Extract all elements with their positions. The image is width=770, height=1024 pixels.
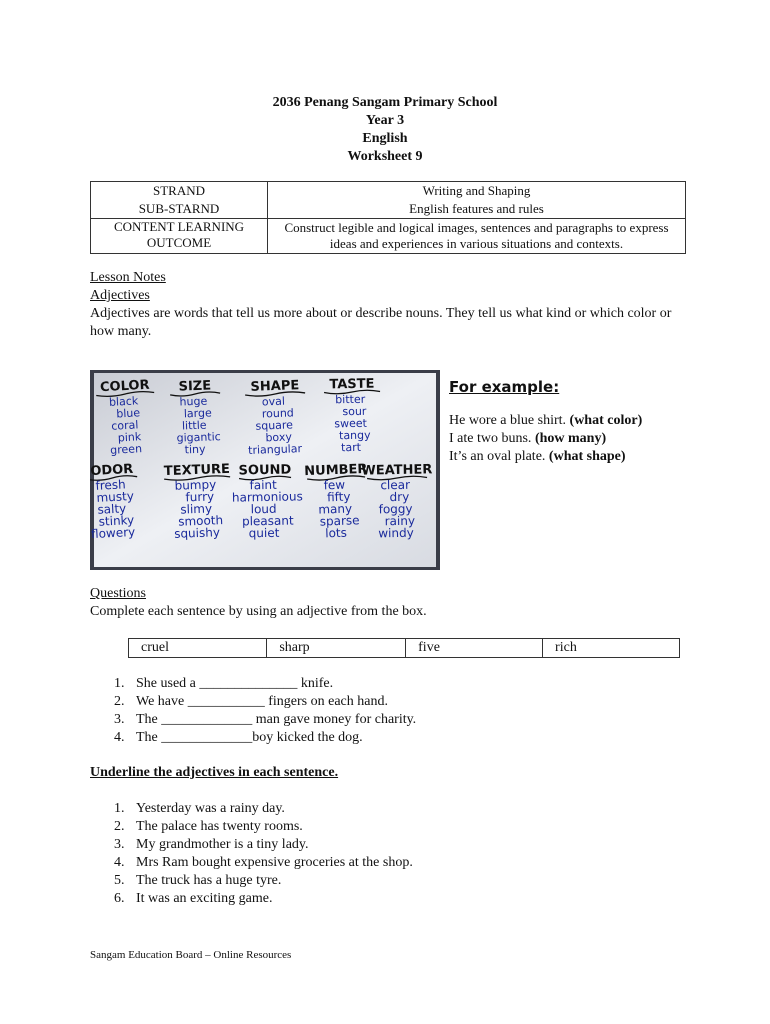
- item-text: The truck has a huge tyre.: [136, 873, 282, 888]
- chart-word: slimy: [180, 501, 213, 517]
- chart-word: pleasant: [241, 513, 294, 529]
- chart-word: stinky: [98, 512, 135, 529]
- chart-heading: SHAPE: [250, 378, 300, 395]
- questions-title: Questions: [90, 586, 146, 601]
- chart-word: tiny: [184, 442, 206, 457]
- list-item: [91, 711, 711, 729]
- chart-word: flowery: [90, 524, 136, 542]
- example-hint: (what color): [569, 413, 643, 428]
- item-number: 3.: [114, 837, 125, 852]
- chart-heading: WEATHER: [361, 462, 433, 479]
- chart-word: round: [261, 406, 295, 421]
- chart-word: black: [108, 394, 139, 409]
- example-line: [449, 412, 749, 430]
- chart-word: foggy: [378, 501, 413, 517]
- item-text: Mrs Ram bought expensive groceries at the shop.: [136, 855, 413, 870]
- table-row: [91, 200, 686, 219]
- item-text: Yesterday was a rainy day.: [136, 801, 285, 816]
- chart-word: triangular: [247, 442, 303, 457]
- chart-word: clear: [380, 477, 411, 493]
- chart-word: boxy: [265, 430, 293, 445]
- item-text: The palace has twenty rooms.: [136, 819, 303, 834]
- item-text: The _____________ man gave money for charity.: [136, 712, 417, 727]
- list-item: [91, 854, 711, 872]
- chart-word: salty: [97, 501, 127, 517]
- example-sentence: He wore a blue shirt.: [449, 413, 570, 428]
- questions-instruction: Complete each sentence by using an adjective from the box.: [90, 604, 427, 619]
- chart-heading: SOUND: [238, 462, 292, 479]
- chart-word: tart: [340, 440, 362, 455]
- underline-task-title: Underline the adjectives in each sentence.: [90, 765, 339, 780]
- strand-label: STRAND: [91, 182, 268, 201]
- worksheet-label: Worksheet 9: [347, 149, 423, 164]
- chart-word: dry: [389, 489, 410, 505]
- lesson-notes: [90, 269, 690, 341]
- chart-word: tangy: [338, 428, 371, 443]
- lesson-topic: Adjectives: [90, 288, 150, 303]
- chart-word: bumpy: [174, 477, 217, 493]
- chart-word: pink: [117, 430, 142, 445]
- adjective-definition: Adjectives are words that tell us more about or describe nouns. They tell us what kind or which color or how many.: [90, 306, 672, 339]
- chart-word: little: [181, 418, 207, 433]
- chart-word: smooth: [177, 513, 224, 529]
- chart-heading: SIZE: [178, 378, 212, 395]
- example-line: [449, 430, 749, 448]
- chart-word: faint: [249, 477, 277, 493]
- chart-word: bitter: [335, 392, 366, 407]
- strand-value: Writing and Shaping: [268, 182, 686, 201]
- sub-strand-value: English features and rules: [268, 200, 686, 219]
- lesson-notes-title: Lesson Notes: [90, 270, 166, 285]
- example-heading: For example:: [449, 378, 560, 396]
- chart-word: sparse: [319, 513, 360, 529]
- item-text: My grandmother is a tiny lady.: [136, 837, 309, 852]
- outcome-value: Construct legible and logical images, sentences and paragraphs to express ideas and experiences in various situations and contexts.: [268, 219, 686, 254]
- word-box-cell: five: [406, 639, 543, 658]
- chart-word: sweet: [334, 416, 368, 431]
- chart-word: huge: [179, 394, 208, 409]
- word-box-cell: rich: [543, 639, 680, 658]
- item-text: We have ___________ fingers on each hand.: [136, 694, 388, 709]
- chart-word: blue: [116, 406, 141, 421]
- table-row: [91, 182, 686, 201]
- item-number: 5.: [114, 873, 125, 888]
- list-item: [91, 872, 711, 890]
- chart-word: sour: [342, 404, 367, 419]
- list-item: [91, 890, 711, 908]
- chart-word: many: [318, 501, 353, 517]
- footer-text: Sangam Education Board – Online Resources: [90, 949, 292, 961]
- item-number: 3.: [114, 712, 125, 727]
- questions-section: [90, 585, 710, 621]
- chart-word: square: [255, 418, 294, 433]
- outcome-label: CONTENT LEARNING OUTCOME: [91, 219, 268, 254]
- example-line: [449, 448, 749, 466]
- list-item: [91, 818, 711, 836]
- subject-label: English: [362, 131, 408, 146]
- chart-word: musty: [96, 488, 135, 505]
- chart-word: gigantic: [176, 430, 221, 445]
- chart-word: rainy: [384, 513, 416, 529]
- chart-word: lots: [325, 525, 348, 541]
- word-box-cell: cruel: [129, 639, 267, 658]
- chart-heading: NUMBER: [304, 461, 368, 480]
- list-item: [91, 800, 711, 818]
- chart-word: squishy: [173, 525, 221, 541]
- item-number: 4.: [114, 855, 125, 870]
- word-box-cell: sharp: [267, 639, 406, 658]
- chart-word: green: [109, 442, 143, 457]
- chart-word: large: [183, 406, 212, 421]
- example-sentence: I ate two buns.: [449, 431, 535, 446]
- example-sentence: It’s an oval plate.: [449, 449, 549, 464]
- chart-column-odor: [90, 462, 140, 542]
- worksheet-header: [0, 94, 770, 166]
- chart-word: quiet: [248, 525, 280, 541]
- word-box: [128, 638, 680, 658]
- chart-heading: ODOR: [90, 461, 134, 480]
- list-item: [91, 693, 711, 711]
- item-number: 1.: [114, 676, 125, 691]
- chart-word: harmonious: [231, 489, 303, 505]
- chart-word: loud: [250, 501, 277, 517]
- chart-word: coral: [110, 418, 139, 433]
- item-number: 1.: [114, 801, 125, 816]
- list-item: [91, 729, 711, 747]
- chart-word: fresh: [95, 477, 126, 493]
- sub-strand-label: SUB-STARND: [91, 200, 268, 219]
- item-text: The _____________boy kicked the dog.: [136, 730, 363, 745]
- chart-heading: TASTE: [329, 376, 375, 393]
- list-item: [91, 836, 711, 854]
- example-hint: (how many): [534, 431, 607, 446]
- chart-word: few: [323, 477, 346, 493]
- chart-heading: COLOR: [99, 377, 150, 396]
- fill-blank-list: [91, 675, 711, 747]
- table-row: [91, 219, 686, 254]
- school-name: 2036 Penang Sangam Primary School: [272, 95, 498, 110]
- year-label: Year 3: [365, 113, 405, 128]
- chart-word: windy: [378, 525, 414, 541]
- chart-word: oval: [261, 394, 286, 409]
- example-hint: (what shape): [548, 449, 626, 464]
- item-number: 4.: [114, 730, 125, 745]
- item-text: It was an exciting game.: [136, 891, 273, 906]
- chart-word: fifty: [326, 489, 351, 505]
- underline-list: [91, 800, 711, 908]
- item-number: 2.: [114, 694, 125, 709]
- item-text: She used a ______________ knife.: [136, 676, 334, 691]
- list-item: [91, 675, 711, 693]
- chart-heading: TEXTURE: [163, 461, 231, 480]
- item-number: 6.: [114, 891, 125, 906]
- table-row: [129, 639, 680, 658]
- chart-word: furry: [185, 489, 215, 505]
- item-number: 2.: [114, 819, 125, 834]
- example-box: [449, 378, 749, 466]
- strand-table: [90, 181, 686, 254]
- adjectives-chart-photo: [90, 370, 440, 570]
